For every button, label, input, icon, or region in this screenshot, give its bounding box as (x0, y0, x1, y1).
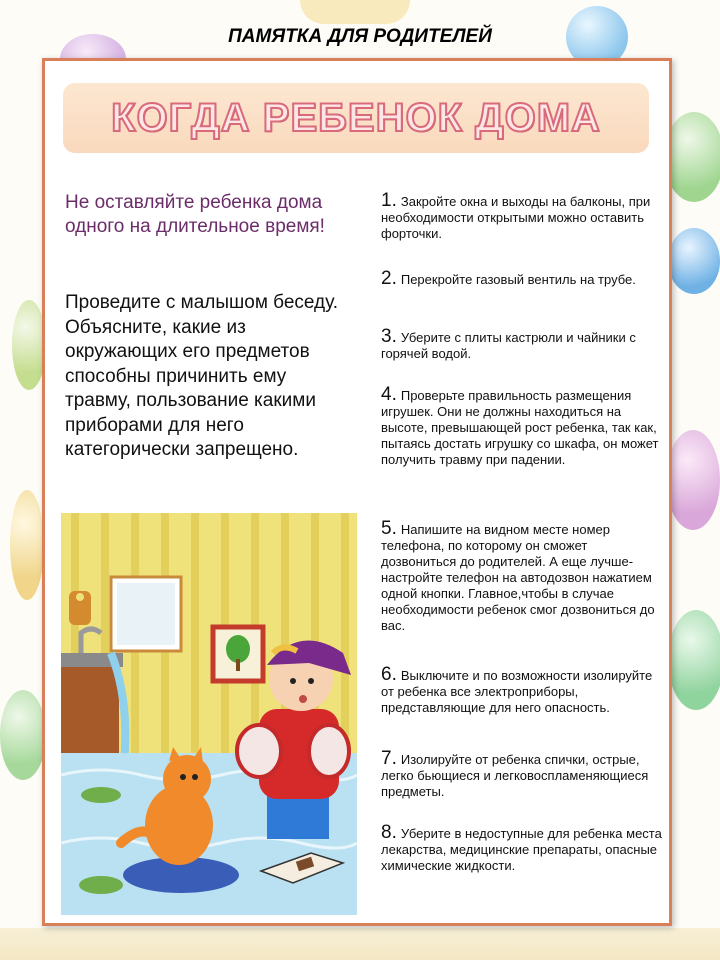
rule-number: 2. (381, 268, 397, 289)
rule-item (381, 748, 665, 800)
rule-item (381, 326, 665, 362)
title-banner (63, 83, 649, 153)
warning-text: Не оставляйте ребенка дома одного на длительное время! (65, 192, 325, 237)
rule-item (381, 518, 665, 634)
rule-text: Выключите и по возможности изолируйте от ребенка все электроприборы, представляющие для него опасность. (381, 668, 653, 715)
rule-item (381, 384, 665, 468)
rule-item (381, 822, 665, 874)
rule-text: Изолируйте от ребенка спички, острые, легко бьющиеся и легковоспламеняющиеся предметы. (381, 752, 649, 799)
balloon-decoration (668, 610, 720, 710)
rule-number: 7. (381, 748, 397, 769)
rule-text: Проверьте правильность размещения игрушек. Они не должны находиться на высоте, превышающей рост ребенка, так как, пытаясь достать игрушку со шкафа, он может получить травму при падении. (381, 388, 659, 467)
background-decoration (0, 928, 720, 960)
rule-item (381, 190, 665, 242)
rule-text: Уберите в недоступные для ребенка места лекарства, медицинские препараты, опасные химические жидкости. (381, 826, 662, 873)
rule-text: Перекройте газовый вентиль на трубе. (400, 272, 636, 287)
balloon-decoration (12, 300, 46, 390)
rule-number: 6. (381, 664, 397, 685)
rule-number: 1. (381, 190, 397, 211)
balloon-decoration (10, 490, 44, 600)
rule-number: 3. (381, 326, 397, 347)
rule-text: Закройте окна и выходы на балконы, при необходимости открытыми можно оставить форточки. (381, 194, 651, 241)
rule-text: Напишите на видном месте номер телефона, по которому он сможет дозвониться до родителей. А еще лучше-настройте телефон на автодозвон нажатием одной кнопки. Главное,чтобы в случае необходимости ребенок смог дозвониться до вас. (381, 522, 655, 633)
rule-number: 4. (381, 384, 397, 405)
balloon-decoration (664, 112, 720, 202)
rule-item (381, 268, 665, 289)
illustration-flooded-room (61, 513, 357, 915)
balloon-decoration (666, 430, 720, 530)
background-decoration (300, 0, 410, 24)
balloon-decoration (668, 228, 720, 294)
poster-card (42, 58, 672, 926)
rule-number: 5. (381, 518, 397, 539)
advice-text: Проведите с малышом беседу. Объясните, какие из окружающих его предметов способны причинить ему травму, пользование какими приборами для него категорически запрещено. (65, 292, 339, 460)
rule-item (381, 664, 665, 716)
rule-text: Уберите с плиты кастрюли и чайники с горячей водой. (381, 330, 636, 361)
rule-number: 8. (381, 822, 397, 843)
balloon-decoration (0, 690, 46, 780)
header-label: ПАМЯТКА ДЛЯ РОДИТЕЛЕЙ (228, 26, 492, 47)
poster-title: КОГДА РЕБЕНОК ДОМА (111, 95, 601, 140)
